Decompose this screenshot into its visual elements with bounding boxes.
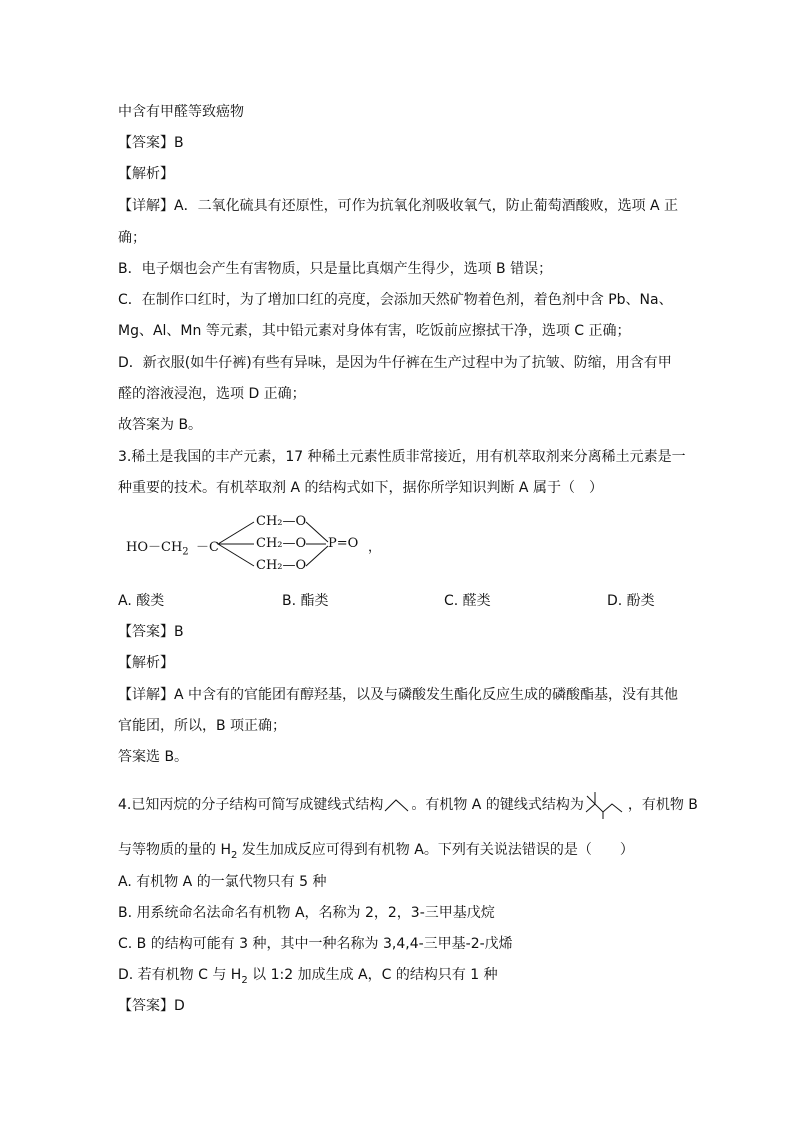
- compound-a-skeletal-icon: [584, 790, 628, 820]
- stem-part: 发生加成反应可得到有机物 A。下列有关说法错误的是（ ）: [237, 842, 634, 858]
- option-part: D. 若有机物 C 与 H: [118, 967, 242, 983]
- option-part: 以 1:2 加成生成 A，C 的结构只有 1 种: [247, 967, 498, 983]
- subscript: 2: [241, 974, 248, 986]
- text-line: 答案选 B。: [118, 749, 189, 765]
- text-line: 故答案为 B。: [118, 417, 203, 433]
- analysis-label: 【解析】: [118, 655, 174, 671]
- option-a: A. 有机物 A 的一氯代物只有 5 种: [118, 874, 327, 890]
- formula-ho-ch2: $HO-CH_2$: [126, 540, 189, 558]
- text-line: 醛的溶液浸泡，选项 D 正确；: [118, 386, 306, 402]
- answer-label: 【答案】D: [118, 998, 185, 1014]
- formula-ch2o-top: CH₂—O: [256, 514, 307, 529]
- formula-ch2o-bot: CH₂—O: [256, 558, 307, 573]
- formula-comma: ，: [368, 540, 382, 555]
- option-c: C. 醛类: [444, 593, 491, 609]
- subscript: 2: [230, 849, 238, 861]
- text-line: 【详解】A 中含有的官能团有醇羟基，以及与磷酸发生酯化反应生成的磷酸酯基，没有其他: [118, 687, 679, 703]
- answer-label: 【答案】B: [118, 624, 184, 640]
- stem-part: 4.已知丙烷的分子结构可简写成键线式结构: [118, 797, 384, 813]
- option-b: B. 酯类: [282, 593, 329, 609]
- option-d: [118, 965, 498, 991]
- option-d: D. 酚类: [607, 593, 655, 609]
- text-line: 中含有甲醛等致癌物: [118, 104, 244, 120]
- text-line: 【详解】A．二氧化硫具有还原性，可作为抗氧化剂吸收氧气，防止葡萄酒酸败，选项 A 正: [118, 198, 679, 214]
- stem-part: 与等物质的量的 H: [118, 842, 231, 858]
- text-line: B．电子烟也会产生有害物质，只是量比真烟产生得少，选项 B 错误；: [118, 261, 553, 277]
- analysis-label: 【解析】: [118, 166, 174, 182]
- option-b: B. 用系统命名法命名有机物 A，名称为 2，2，3-三甲基戊烷: [118, 905, 495, 921]
- answer-label: 【答案】B: [118, 135, 184, 151]
- question-4-stem: [118, 840, 634, 866]
- text-line: 确；: [118, 230, 146, 246]
- option-c: C. B 的结构可能有 3 种，其中一种名称为 3,4,4-三甲基-2-戊烯: [118, 936, 513, 952]
- question-4-stem: [118, 790, 698, 820]
- formula-ch2o-mid: CH₂—O: [256, 536, 307, 551]
- text-line: C．在制作口红时，为了增加口红的亮度，会添加天然矿物着色剂，着色剂中含 Pb、Na、: [118, 292, 673, 308]
- text-line: D．新衣服(如牛仔裤)有些有异味，是因为牛仔裤在生产过程中为了抗皱、防缩，用含有甲: [118, 355, 672, 371]
- formula-c: －C: [196, 540, 219, 555]
- formula-bonds: [122, 510, 402, 576]
- stem-part: 。有机物 A 的键线式结构为: [411, 797, 584, 813]
- formula-p-o: P=O: [328, 536, 359, 551]
- stem-part: ，有机物 B: [627, 797, 698, 813]
- question-3-stem: 3.稀土是我国的丰产元素，17 种稀土元素性质非常接近，用有机萃取剂来分离稀土元素是一: [118, 449, 686, 465]
- propane-skeletal-icon: [383, 796, 411, 814]
- structural-formula: [122, 510, 402, 576]
- option-a: A. 酸类: [118, 593, 165, 609]
- text-line: Mg、Al、Mn 等元素，其中铅元素对身体有害，吃饭前应擦拭干净，选项 C 正确；: [118, 323, 631, 339]
- question-3-stem: 种重要的技术。有机萃取剂 A 的结构式如下，据你所学知识判断 A 属于（ ）: [118, 480, 603, 496]
- text-line: 官能团，所以，B 项正确；: [118, 718, 287, 734]
